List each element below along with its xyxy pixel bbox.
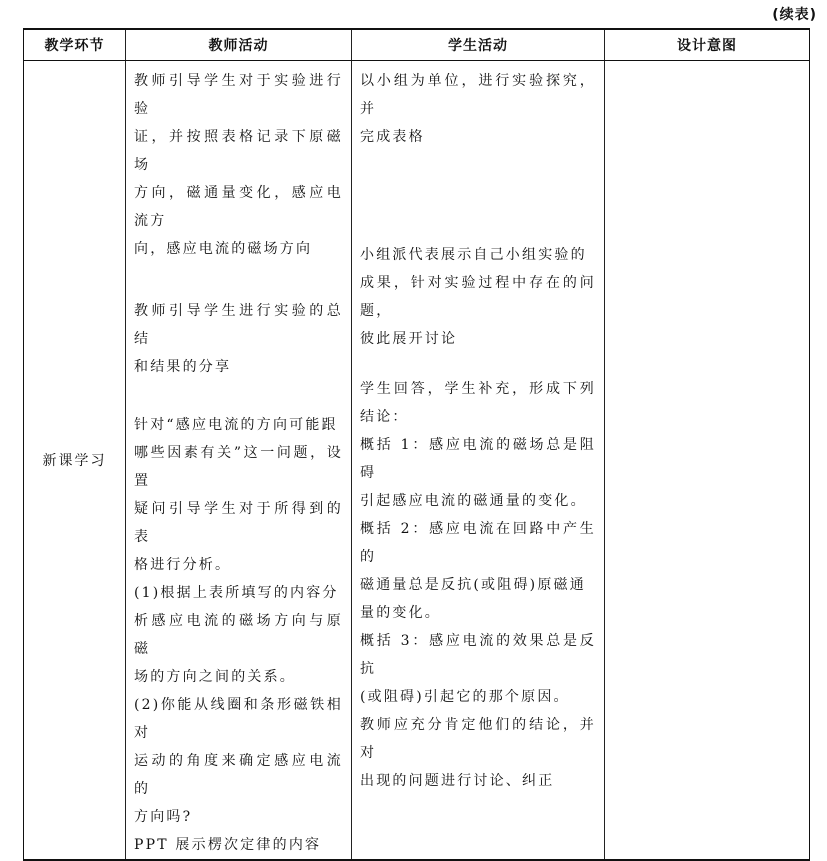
continued-label: (续表) bbox=[772, 7, 817, 23]
lesson-plan-table bbox=[23, 28, 810, 861]
teacher-activity-1: 教师引导学生对于实验进行验 证，并按照表格记录下原磁场 方向，磁通量变化，感应电流方 向，感应电流的磁场方向 bbox=[134, 73, 343, 257]
student-activity-2: 小组派代表展示自己小组实验的 成果，针对实验过程中存在的问题， 彼此展开讨论 bbox=[360, 247, 596, 347]
table-row bbox=[24, 61, 810, 861]
column-header-stage: 教学环节 bbox=[24, 29, 126, 61]
student-activity-1: 以小组为单位，进行实验探究，并 完成表格 bbox=[360, 73, 596, 145]
teacher-activity-2: 教师引导学生进行实验的总结 和结果的分享 bbox=[134, 303, 343, 375]
column-header-student: 学生活动 bbox=[352, 29, 605, 61]
column-header-teacher: 教师活动 bbox=[126, 29, 352, 61]
column-header-design: 设计意图 bbox=[605, 29, 810, 61]
design-intent-cell bbox=[605, 61, 810, 861]
stage-cell: 新课学习 bbox=[24, 61, 126, 861]
table-header-row bbox=[24, 29, 810, 61]
teacher-activity-cell bbox=[126, 61, 352, 861]
student-activity-3: 学生回答，学生补充，形成下列结论： 概括 1：感应电流的磁场总是阻碍 引起感应电流的磁通量的变化。 概括 2：感应电流在回路中产生的 磁通量总是反抗(或阻碍)原磁通 量的变化。 概括 3：感应电流的效果总是反抗 (或阻碍)引起它的那个原因。 教师应充分肯定他们的结论，并对 出现的问题进行讨论、纠正 bbox=[360, 381, 596, 789]
student-activity-cell bbox=[352, 61, 605, 861]
teacher-activity-3: 针对“感应电流的方向可能跟 哪些因素有关”这一问题，设置 疑问引导学生对于所得到的表 格进行分析。 (1)根据上表所填写的内容分 析感应电流的磁场方向与原磁 场的方向之间的关系。 (2)你能从线圈和条形磁铁相对 运动的角度来确定感应电流的 方向吗? PPT 展示楞次定律的内容 bbox=[134, 417, 343, 853]
